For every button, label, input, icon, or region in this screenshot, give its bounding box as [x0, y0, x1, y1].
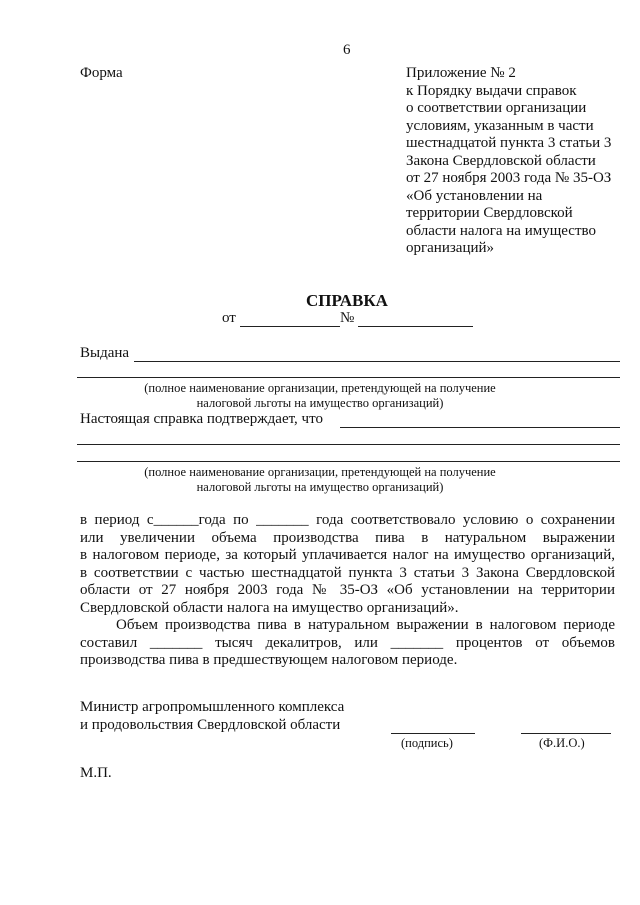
org-caption-1: [0, 381, 640, 411]
caption-line: (полное наименование организации, претендующей на получение: [144, 381, 496, 395]
caption-line: (полное наименование организации, претендующей на получение: [144, 465, 496, 479]
appendix-line: Приложение № 2: [406, 65, 516, 81]
signatory-line: и продовольствия Свердловской области: [80, 716, 341, 733]
appendix-line: «Об установлении на: [406, 187, 543, 204]
paragraph-line: производства пива в предшествующем налоговом периоде.: [80, 652, 458, 668]
number-field-line: [358, 326, 473, 327]
confirms-field-line-3: [77, 461, 620, 462]
confirms-field-line: [340, 427, 620, 428]
paragraph-period: [80, 512, 615, 617]
date-label: от: [222, 310, 236, 326]
signature-label: (подпись): [401, 736, 453, 750]
issued-to-field-line: [134, 361, 620, 362]
appendix-line: области налога на имущество: [406, 222, 596, 239]
appendix-line: условиям, указанным в части: [406, 117, 594, 134]
caption-line: налоговой льготы на имущество организаций): [196, 480, 444, 494]
appendix-line: Закона Свердловской области: [406, 152, 596, 169]
appendix-line: о соответствии организации: [406, 100, 587, 116]
appendix-line: территории Свердловской: [406, 205, 573, 221]
appendix-line: шестнадцатой пункта 3 статьи 3: [406, 135, 612, 151]
signatory-line: Министр агропромышленного комплекса: [80, 699, 345, 715]
fio-label: (Ф.И.О.): [539, 736, 585, 750]
signature-field-line: [391, 733, 475, 734]
paragraph-line: Объем производства пива в натуральном выражении в налоговом периоде: [116, 617, 615, 633]
signatory-block: [80, 699, 344, 734]
form-label: Форма: [80, 65, 123, 81]
paragraph-line: области от 27 ноября 2003 года № 35-ОЗ «Об установлении на территории: [80, 582, 615, 598]
stamp-label: М.П.: [80, 765, 112, 781]
appendix-line: от 27 ноября 2003 года № 35-ОЗ: [406, 170, 612, 186]
appendix-line: к Порядку выдачи справок: [406, 82, 577, 99]
document-title: СПРАВКА: [306, 291, 388, 310]
paragraph-volume: [80, 617, 615, 670]
issued-to-field-line-2: [77, 377, 620, 378]
paragraph-line: в налоговом периоде, за который уплачивается налог на имущество организаций,: [80, 547, 615, 563]
page-number: 6: [343, 42, 351, 58]
fio-field-line: [521, 733, 611, 734]
date-field-line: [240, 326, 340, 327]
paragraph-line: в соответствии с частью шестнадцатой пункта 3 статьи 3 Закона Свердловской: [80, 564, 615, 581]
appendix-line: организаций»: [406, 240, 495, 256]
paragraph-line: в период с______года по _______ года соответствовало условию о сохранении: [80, 512, 615, 528]
paragraph-line: Свердловской области налога на имущество организаций».: [80, 599, 459, 616]
caption-line: налоговой льготы на имущество организаций): [196, 396, 444, 410]
confirms-label: Настоящая справка подтверждает, что: [80, 411, 323, 427]
number-label: №: [340, 310, 355, 326]
confirms-field-line-2: [77, 444, 620, 445]
paragraph-line: составил _______ тысяч декалитров, или _______ процентов от объемов: [80, 634, 615, 651]
appendix-block: [406, 65, 611, 258]
issued-to-label: Выдана: [80, 345, 130, 361]
paragraph-line: или увеличении объема производства пива в натуральном выражении: [80, 529, 615, 546]
org-caption-2: [0, 465, 640, 495]
